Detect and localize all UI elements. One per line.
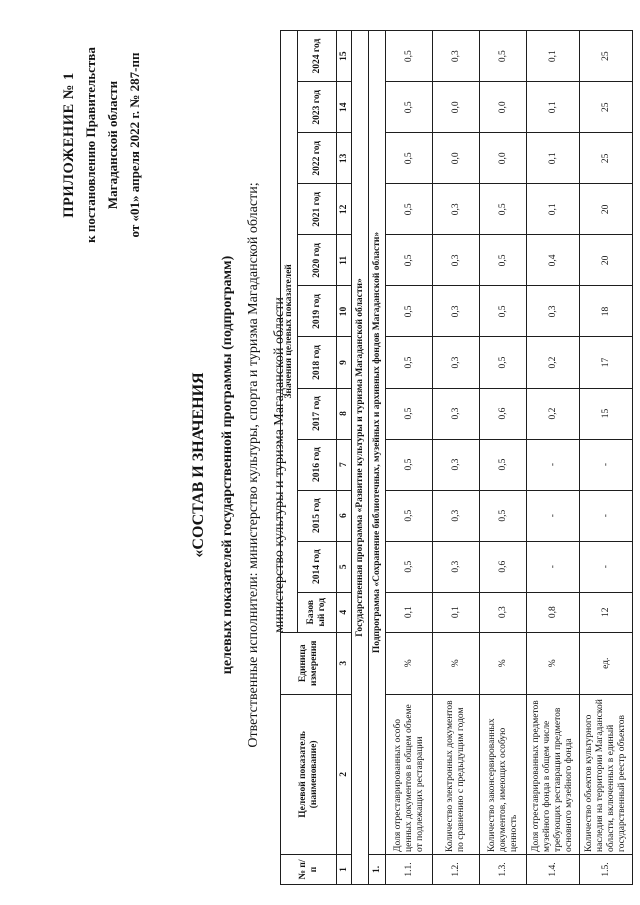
header-year: 2024 год [298,31,337,82]
row-value: 0,0 [433,82,480,133]
header-values-group: Значения целевых показателей [281,31,298,633]
table-row [433,31,480,885]
document-title: «СОСТАВ И ЗНАЧЕНИЯ [190,372,207,558]
subprogram-num: 1. [369,854,386,884]
table-row [527,31,580,885]
row-num: 1.4. [527,854,580,884]
row-value: 0,5 [480,490,527,541]
row-value: 0,5 [386,439,433,490]
row-value: 0,3 [433,541,480,592]
column-number: 10 [337,286,352,337]
row-value: 0,1 [527,31,580,82]
row-value: 0,5 [480,439,527,490]
row-value: - [580,439,633,490]
table-header-row-1 [281,31,298,885]
row-value: 25 [580,82,633,133]
row-value: 0,6 [480,541,527,592]
column-number: 7 [337,439,352,490]
row-value: 0,5 [386,286,433,337]
row-value: 25 [580,31,633,82]
row-value: 0,5 [386,133,433,184]
row-num: 1.3. [480,854,527,884]
row-value: - [527,439,580,490]
row-value: 0,0 [433,133,480,184]
column-number: 6 [337,490,352,541]
row-value: 0,1 [527,82,580,133]
column-number: 9 [337,337,352,388]
row-value: 0,0 [480,133,527,184]
row-value: 0,5 [480,31,527,82]
row-value: 0,1 [527,184,580,235]
row-value: 0,5 [386,184,433,235]
row-value: 20 [580,235,633,286]
row-num: 1.5. [580,854,633,884]
row-unit: % [527,632,580,694]
subprogram-title: Подпрограмма «Сохранение библиотечных, музейных и архивных фондов Магаданской области» [369,31,386,855]
program-row [352,31,369,885]
row-value: 0,5 [480,286,527,337]
row-value: 0,8 [527,592,580,632]
appendix-line-1: к постановлению Правительства [83,47,98,243]
row-value: 0,3 [433,388,480,439]
row-value: 0,1 [527,133,580,184]
row-indicator: Доля отреставрированных особо ценных документов в общем объеме от подлежащих реставрации [386,694,433,854]
row-value: 0,5 [480,235,527,286]
row-value: 0,5 [386,388,433,439]
row-value: 0,6 [480,388,527,439]
row-value: 15 [580,388,633,439]
header-num: № п/п [281,854,337,884]
column-number: 4 [337,592,352,632]
appendix-line-3: от «01» апреля 2022 г. № 287-пп [127,52,142,238]
row-value: 0,3 [480,592,527,632]
header-year: 2023 год [298,82,337,133]
row-value: 0,4 [527,235,580,286]
row-value: - [580,490,633,541]
row-indicator: Доля отреставрированных предметов музейного фонда в общем числе требующих реставрации предметов основного музейного фонда [527,694,580,854]
row-value: 0,3 [433,286,480,337]
row-value: 0,3 [433,439,480,490]
row-indicator: Количество электронных документов по сравнению с предыдущим годом [433,694,480,854]
row-unit: % [480,632,527,694]
row-value: - [527,490,580,541]
table-row [480,31,527,885]
row-indicator: Количество объектов культурного наследия на территории Магаданской области, включенных в единый государственный реестр объектов [580,694,633,854]
row-value: 18 [580,286,633,337]
document-heading [188,45,290,885]
appendix-title: ПРИЛОЖЕНИЕ № 1 [61,72,77,218]
column-number: 2 [337,694,352,854]
row-value: 0,2 [527,388,580,439]
row-value: 17 [580,337,633,388]
program-title: Государственная программа «Развитие культуры и туризма Магаданской области» [352,31,369,885]
row-value: 0,3 [433,235,480,286]
document-subtitle: целевых показателей государственной программы (подпрограмм) [220,255,235,675]
header-year: 2021 год [298,184,337,235]
row-value: 0,3 [433,490,480,541]
row-unit: % [386,632,433,694]
header-year: 2017 год [298,388,337,439]
executors-line-1: Ответственные исполнители: министерство культуры, спорта и туризма Магаданской области; [246,182,261,748]
row-num: 1.1. [386,854,433,884]
header-year: 2015 год [298,490,337,541]
column-number: 5 [337,541,352,592]
column-number: 8 [337,388,352,439]
row-value: - [580,541,633,592]
executors-line-2: министерство культуры и туризма Магаданской области [272,297,287,633]
header-base-year: Базов ый год [298,592,337,632]
header-year: 2019 год [298,286,337,337]
header-unit: Единица измерения [281,632,337,694]
row-indicator: Количество законсервированных документов, имеющих особую ценность [480,694,527,854]
row-value: 0,3 [433,184,480,235]
row-value: 0,5 [480,337,527,388]
appendix-line-2: Магаданской области [105,80,120,210]
table-row [580,31,633,885]
appendix-block [58,25,146,265]
column-number: 11 [337,235,352,286]
row-value: 0,1 [386,592,433,632]
row-value: 0,5 [386,82,433,133]
row-value: 0,5 [386,235,433,286]
column-number: 1 [337,854,352,884]
row-value: 0,3 [433,31,480,82]
table-row [386,31,433,885]
row-value: 0,5 [480,184,527,235]
row-value: 0,3 [433,337,480,388]
subprogram-row [369,31,386,885]
column-number: 12 [337,184,352,235]
row-value: 0,1 [433,592,480,632]
row-value: 0,3 [527,286,580,337]
row-num: 1.2. [433,854,480,884]
row-value: - [527,541,580,592]
column-number: 14 [337,82,352,133]
column-number: 15 [337,31,352,82]
row-value: 12 [580,592,633,632]
header-year: 2020 год [298,235,337,286]
indicators-table [280,30,633,885]
row-value: 0,5 [386,337,433,388]
row-value: 0,5 [386,31,433,82]
row-value: 0,5 [386,541,433,592]
row-value: 0,5 [386,490,433,541]
header-year: 2014 год [298,541,337,592]
row-value: 25 [580,133,633,184]
column-number: 3 [337,632,352,694]
row-unit: ед. [580,632,633,694]
header-year: 2018 год [298,337,337,388]
row-value: 0,0 [480,82,527,133]
column-number: 13 [337,133,352,184]
row-value: 0,2 [527,337,580,388]
column-numbers-row [337,31,352,885]
row-value: 20 [580,184,633,235]
header-year: 2016 год [298,439,337,490]
header-year: 2022 год [298,133,337,184]
row-unit: % [433,632,480,694]
header-indicator: Целевой показатель (наименование) [281,694,337,854]
